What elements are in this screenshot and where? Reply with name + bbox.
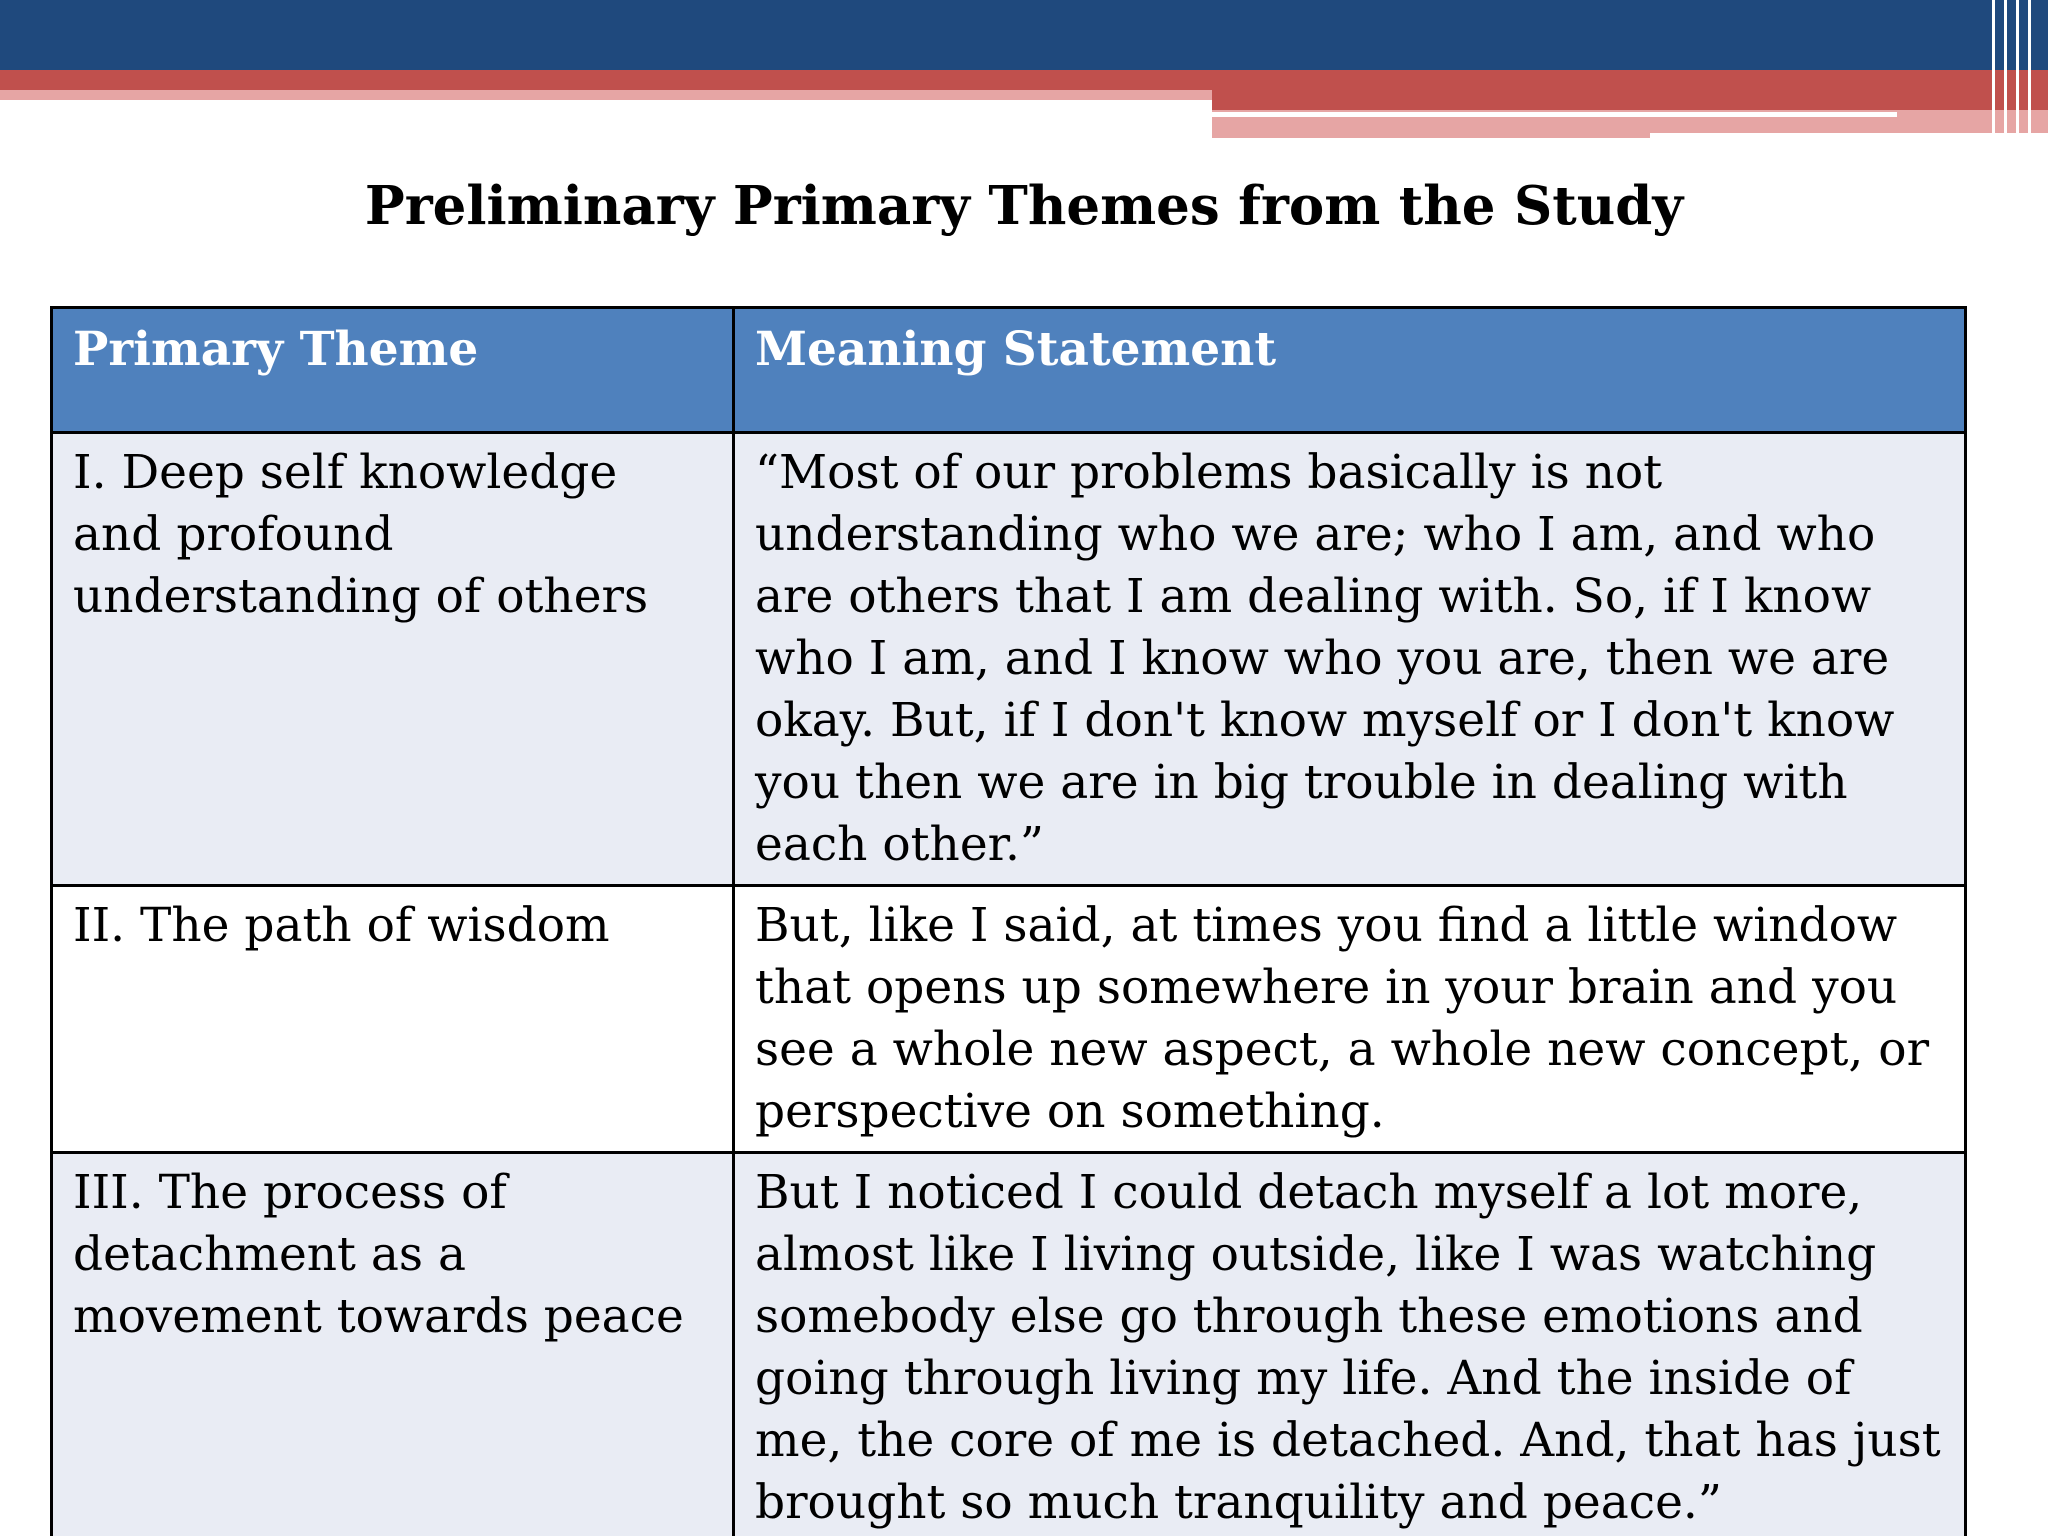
theme-cell: III. The process of detachment as a movement towards peace xyxy=(52,1153,734,1536)
theme-cell: II. The path of wisdom xyxy=(52,886,734,1153)
table-header-row xyxy=(52,308,1966,433)
table-row xyxy=(52,886,1966,1153)
accent-band-pink xyxy=(0,90,1212,100)
accent-stripe xyxy=(2016,0,2019,138)
accent-stripe xyxy=(2028,0,2031,138)
meaning-cell: But, like I said, at times you find a little window that opens up somewhere in your brain and you see a whole new aspect, a whole new concept, or perspective on something. xyxy=(734,886,1966,1153)
meaning-cell: But I noticed I could detach myself a lot more, almost like I living outside, like I was watching somebody else go through these emotions and going through living my life. And the inside of me, the core of me is detached. And, that has just brought so much tranquility and peace.” xyxy=(734,1153,1966,1536)
theme-cell: I. Deep self knowledge and profound understanding of others xyxy=(52,433,734,886)
slide-title: Preliminary Primary Themes from the Study xyxy=(364,175,1684,237)
accent-band-red-right xyxy=(1212,90,2048,110)
accent-stripe xyxy=(2004,0,2007,138)
header-primary-theme: Primary Theme xyxy=(52,308,734,433)
table-row xyxy=(52,433,1966,886)
accent-line xyxy=(1212,112,1897,117)
themes-table xyxy=(50,306,1967,1536)
header-meaning-statement: Meaning Statement xyxy=(734,308,1966,433)
header-band xyxy=(0,0,2048,70)
table-row xyxy=(52,1153,1966,1536)
meaning-cell: “Most of our problems basically is not understanding who we are; who I am, and who are others that I am dealing with. So, if I know who I am, and I know who you are, then we are okay. But, if I don't know myself or I don't know you then we are in big trouble in dealing with each other.” xyxy=(734,433,1966,886)
accent-line xyxy=(1650,133,2048,139)
accent-band-red xyxy=(0,70,2048,90)
accent-stripe xyxy=(1992,0,1995,138)
